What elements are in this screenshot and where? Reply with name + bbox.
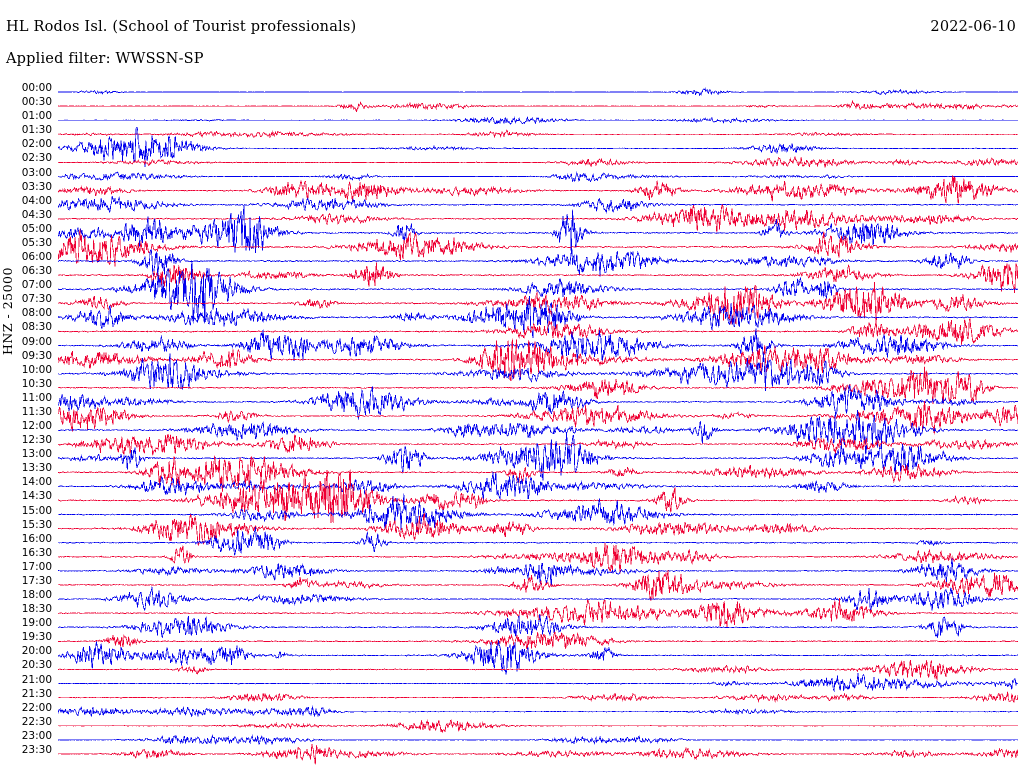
y-axis-tick: 16:00 (21, 532, 52, 545)
y-axis-tick: 04:00 (21, 194, 52, 207)
y-axis-tick: 13:30 (21, 462, 52, 475)
seismogram-trace (58, 660, 1018, 679)
y-axis-tick: 00:00 (21, 82, 52, 94)
y-axis-tick: 23:30 (21, 743, 52, 756)
seismogram-trace (58, 673, 1018, 691)
y-axis-tick: 09:00 (21, 335, 52, 348)
seismogram-trace (58, 559, 1018, 586)
y-axis-tick: 12:30 (21, 434, 52, 447)
seismogram-trace (58, 130, 1018, 137)
record-date: 2022-06-10 (930, 19, 1016, 35)
y-axis-tick: 17:30 (21, 574, 52, 587)
y-axis-tick: 22:30 (21, 715, 52, 728)
seismogram-trace (58, 692, 1018, 702)
y-axis-tick: 19:00 (21, 617, 52, 630)
y-axis-tick: 20:00 (21, 645, 52, 658)
page-title: HL Rodos Isl. (School of Tourist professionals) (6, 19, 357, 35)
y-axis-tick: 03:30 (21, 180, 52, 193)
y-axis-tick: 04:30 (21, 208, 52, 221)
seismogram-trace (58, 89, 1018, 96)
y-axis-tick: 14:30 (21, 490, 52, 503)
seismogram-trace (58, 513, 1018, 545)
y-axis-tick: 12:00 (21, 420, 52, 432)
y-axis-tick: 02:00 (21, 138, 52, 151)
y-axis-tick: 06:00 (21, 251, 52, 263)
seismogram-trace (58, 744, 1018, 764)
y-axis-tick-labels (0, 82, 56, 766)
seismogram-trace (58, 196, 1018, 212)
seismogram-trace (58, 632, 1018, 649)
seismogram-trace (58, 385, 1018, 418)
seismogram-trace (58, 205, 1018, 233)
y-axis-tick: 15:30 (21, 518, 52, 531)
y-axis-tick: 10:00 (21, 363, 52, 376)
y-axis-tick: 08:30 (21, 321, 52, 334)
y-axis-tick: 09:30 (21, 349, 52, 362)
seismogram-trace (58, 543, 1018, 573)
seismogram-trace (58, 736, 1018, 745)
y-axis-tick: 00:30 (21, 96, 52, 109)
y-axis-tick: 15:00 (21, 504, 52, 517)
seismogram-trace (58, 587, 1018, 612)
y-axis-tick: 07:30 (21, 293, 52, 306)
seismogram-trace (58, 433, 1018, 481)
y-axis-tick: 01:00 (21, 110, 52, 123)
y-axis-tick: 14:00 (21, 476, 52, 489)
y-axis-tick: 02:30 (21, 152, 52, 165)
y-axis-tick: 10:30 (21, 377, 52, 390)
seismogram-trace (58, 720, 1018, 732)
y-axis-tick: 13:00 (21, 448, 52, 461)
y-axis-tick: 08:00 (21, 307, 52, 320)
y-axis-tick: 05:30 (21, 236, 52, 249)
y-axis-label: HNZ - 25000 (0, 267, 15, 355)
y-axis-tick: 03:00 (21, 166, 52, 179)
y-axis-tick: 17:00 (21, 560, 52, 573)
y-axis-tick: 11:00 (21, 391, 52, 404)
y-axis-tick: 05:00 (21, 222, 52, 235)
y-axis-tick: 20:30 (21, 659, 52, 672)
seismogram-trace (58, 206, 1018, 257)
y-axis-tick: 16:30 (21, 546, 52, 559)
y-axis-tick: 23:00 (21, 729, 52, 742)
seismogram-trace (58, 175, 1018, 203)
seismogram-trace (58, 707, 1018, 717)
y-axis-tick: 06:30 (21, 265, 52, 278)
y-axis-tick: 11:30 (21, 405, 52, 418)
y-axis-tick: 19:30 (21, 631, 52, 644)
y-axis-tick: 18:00 (21, 589, 52, 601)
seismogram-trace (58, 117, 1018, 124)
y-axis-tick: 21:00 (21, 673, 52, 686)
helicorder-plot (58, 82, 1018, 766)
y-axis-tick: 18:30 (21, 603, 52, 616)
applied-filter-label: Applied filter: WWSSN-SP (6, 51, 204, 67)
seismogram-trace (58, 101, 1018, 112)
seismogram-trace (58, 494, 1018, 532)
seismogram-trace (58, 172, 1018, 182)
seismogram-trace (58, 472, 1018, 500)
seismogram-trace (58, 250, 1018, 277)
y-axis-tick: 01:30 (21, 124, 52, 137)
y-axis-tick: 07:00 (21, 279, 52, 292)
y-axis-tick: 22:00 (21, 701, 52, 714)
seismogram-trace (58, 157, 1018, 168)
y-axis-tick: 21:30 (21, 687, 52, 700)
